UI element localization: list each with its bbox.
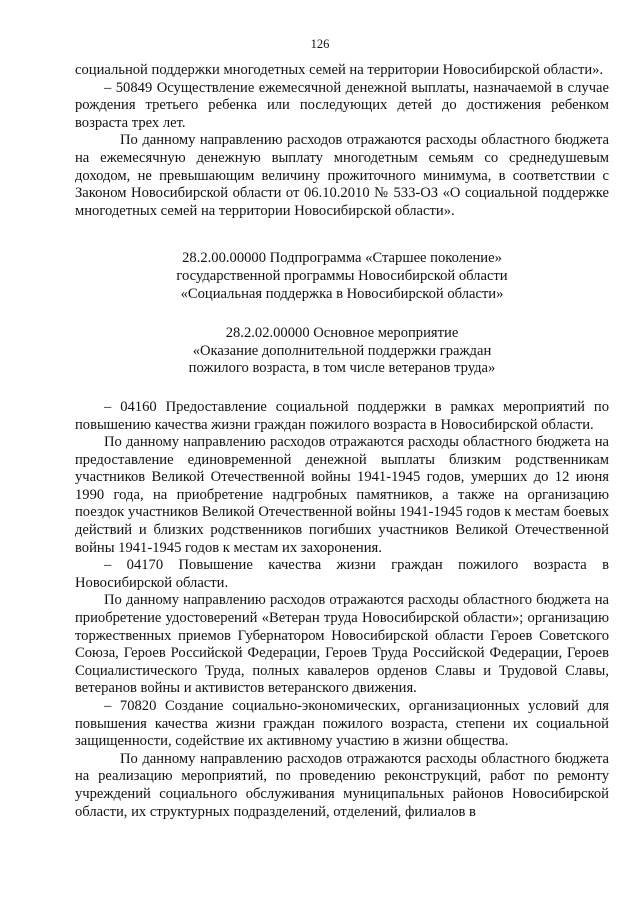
paragraph-continuation: социальной поддержки многодетных семей на территории Новосибирской области».: [75, 62, 604, 78]
spacer: [75, 378, 609, 399]
paragraph-expense-description: По данному направлению расходов отражаются расходы областного бюджета на предоставление единовременной денежной выплаты близким родственникам участников Великой Отечественной войны 1941-1945 годов, умерших до 12 июня 1990 года, на приобретение надгробных памятников, а также на организацию поездок участников Великой Отечественной войны 1941-1945 годов к местам боевых действий и близких родственников погибших участников Великой Отечественной войны 1941-1945 годов к местам их захоронения.: [75, 434, 609, 556]
section-heading-subprogram: [75, 250, 609, 303]
heading-line: «Оказание дополнительной поддержки граждан: [192, 342, 492, 359]
section-heading-main-activity: [75, 325, 609, 378]
spacer: [75, 303, 609, 325]
paragraph-expense-description: По данному направлению расходов отражаются расходы областного бюджета на реализацию мероприятий, по проведению реконструкций, работ по ремонту учреждений социального обслуживания муниципальных районов Новосибирской области, их структурных подразделений, отделений, филиалов в: [75, 750, 609, 820]
paragraph-expense-description: По данному направлению расходов отражаются расходы областного бюджета на приобретение удостоверений «Ветеран труда Новосибирской области»; организацию торжественных приемов Губернатором Новосибирской области Героев Советского Союза, Героев Российской Федерации, Героев Труда Российской Федерации, Героев Социалистического Труда, полных кавалеров орденов Славы и Трудовой Славы, ветеранов войны и активистов ветеранского движения.: [75, 592, 609, 697]
paragraph-code-50849: – 50849 Осуществление ежемесячной денежной выплаты, назначаемой в случае рождения третьего ребенка или последующих детей до достижения ребенком возраста трех лет.: [75, 79, 609, 131]
paragraph-code-04170: – 04170 Повышение качества жизни граждан пожилого возраста в Новосибирской области.: [75, 557, 609, 591]
document-body: [75, 62, 609, 821]
heading-line: 28.2.02.00000 Основное мероприятие: [225, 325, 459, 342]
paragraph-code-70820: – 70820 Создание социально-экономических, организационных условий для повышения качества жизни граждан пожилого возраста, степени их социальной защищенности, содействие их активному участию в жизни общества.: [75, 698, 609, 750]
page-number: 126: [310, 37, 330, 51]
heading-line: государственной программы Новосибирской области: [176, 267, 508, 284]
heading-line: 28.2.00.00000 Подпрограмма «Старшее поколение»: [182, 250, 502, 267]
heading-line: «Социальная поддержка в Новосибирской области»: [180, 285, 504, 302]
paragraph-expense-description: По данному направлению расходов отражаются расходы областного бюджета на ежемесячную денежную выплату многодетным семьям со среднедушевым доходом, не превышающим величину прожиточного минимума, в соответствии с Законом Новосибирской области от 06.10.2010 № 533-ОЗ «О социальной поддержке многодетных семей на территории Новосибирской области».: [75, 132, 609, 219]
spacer: [75, 220, 609, 250]
paragraph-code-04160: – 04160 Предоставление социальной поддержки в рамках мероприятий по повышению качества жизни граждан пожилого возраста в Новосибирской области.: [75, 398, 609, 433]
heading-line: пожилого возраста, в том числе ветеранов труда»: [188, 360, 496, 377]
